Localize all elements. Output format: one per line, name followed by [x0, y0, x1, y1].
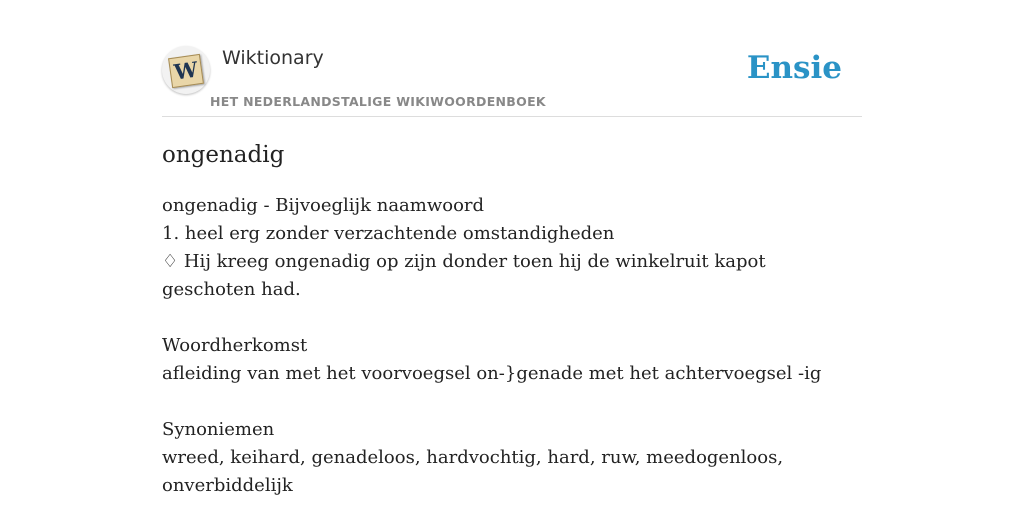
spacer — [162, 304, 842, 332]
site-name[interactable]: Wiktionary — [222, 47, 324, 69]
site-header — [162, 44, 862, 117]
wiktionary-logo-icon[interactable] — [162, 46, 210, 94]
page-title: ongenadig — [162, 142, 285, 168]
definition-heading: ongenadig - Bijvoeglijk naamwoord — [162, 195, 485, 216]
logo-tile — [168, 54, 204, 88]
entry-content — [162, 192, 842, 500]
synonyms-heading: Synoniemen — [162, 419, 275, 440]
ensie-brand-link[interactable]: Ensie — [746, 50, 842, 86]
definition-sense: 1. heel erg zonder verzachtende omstandigheden — [162, 223, 615, 244]
synonyms-text: wreed, keihard, genadeloos, hardvochtig, hard, ruw, meedogenloos, onverbiddelijk — [162, 447, 784, 496]
etymology-heading: Woordherkomst — [162, 335, 308, 356]
logo-letter: W — [172, 56, 200, 85]
spacer — [162, 388, 842, 416]
etymology-text: afleiding van met het voorvoegsel on-}genade met het achtervoegsel -ig — [162, 363, 822, 384]
definition-example: ♢ Hij kreeg ongenadig op zijn donder toen hij de winkelruit kapot geschoten had. — [162, 251, 766, 300]
site-tagline: HET NEDERLANDSTALIGE WIKIWOORDENBOEK — [210, 94, 546, 109]
